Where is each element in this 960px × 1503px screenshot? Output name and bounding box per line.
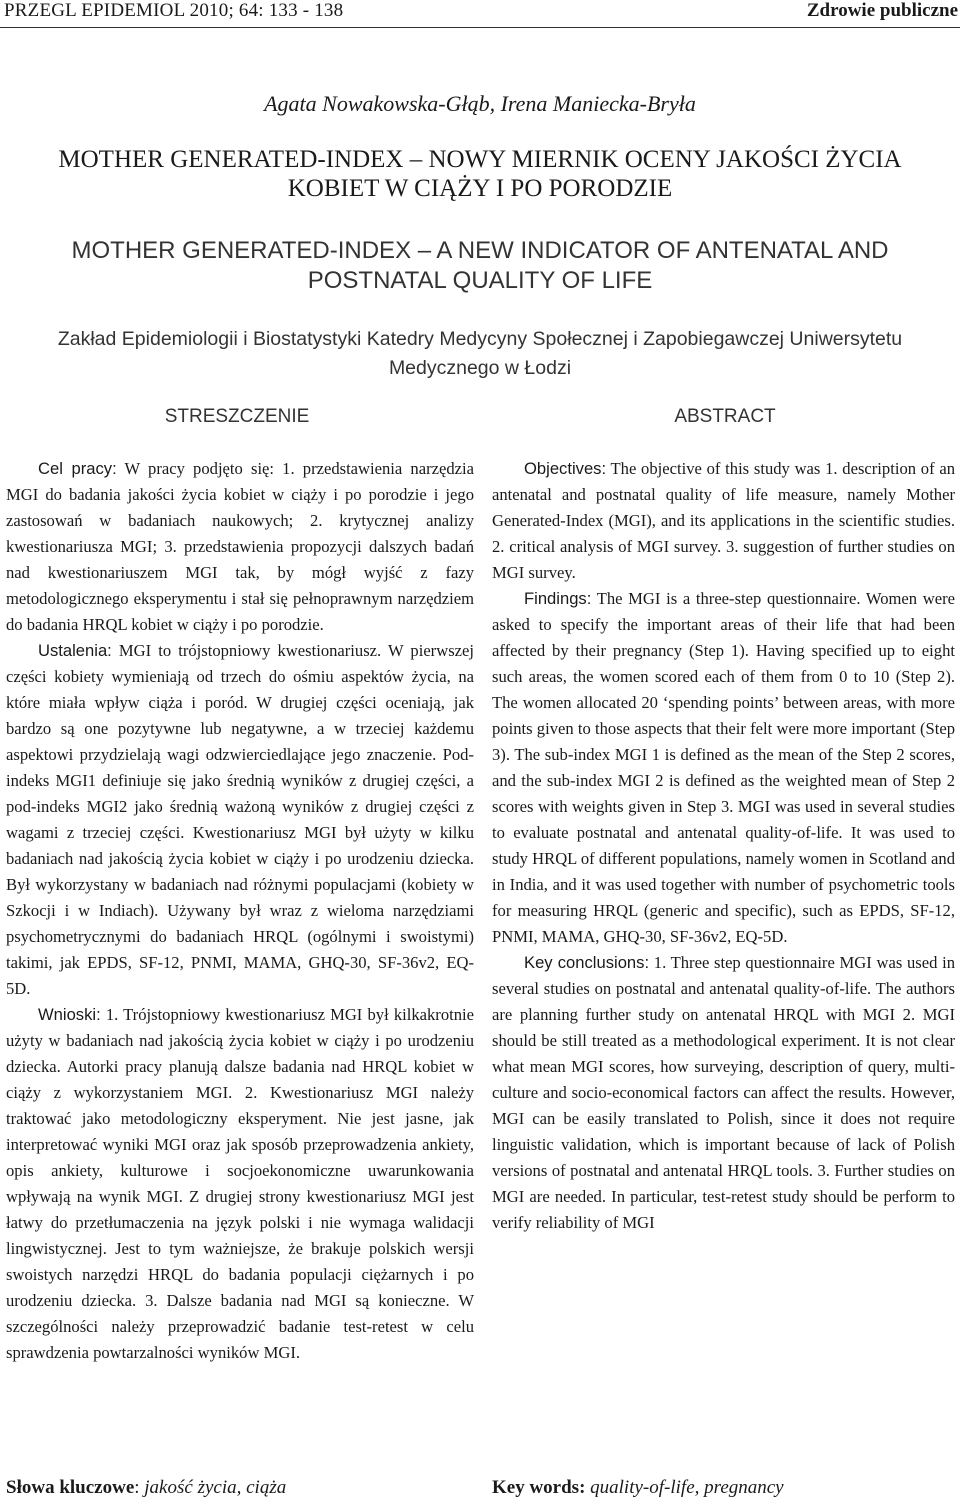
header-rule: [0, 27, 960, 28]
journal-citation: PRZEGL EPIDEMIOL 2010; 64: 133 - 138: [4, 0, 344, 21]
keywords-values: quality-of-life, pregnancy: [590, 1477, 784, 1498]
abstract-paragraph-findings: [6, 638, 474, 1002]
title-polish: [0, 145, 960, 203]
abstract-polish: [6, 456, 474, 1366]
abstract-english: [492, 456, 955, 1236]
keywords-label: Słowa kluczowe: [6, 1477, 135, 1498]
paragraph-text: The MGI is a three-step questionnaire. Women were asked to specify the important areas of their life that had been affected by their pregnancy (Step 1). Having specified up to eight such areas, the women scored each of them from 0 to 10 (Step 2). The women allocated 20 ‘spending points’ between areas, with more points given to those aspects that their felt were more important (Step 3). The sub-index MGI 1 is defined as the mean of the Step 2 scores, and the sub-index MGI 2 is defined as the weighted mean of Step 2 scores with weights given in Step 3. MGI was used in several studies to evaluate postnatal and antenatal quality-of-life. It was used to study HRQL of different populations, namely women in Scotland and in India, and it was used together with number of psychometric tools for measuring HRQL (generic and specific), such as EPDS, SF-12, PNMI, MAMA, GHQ-30, SF-36v2, EQ-5D.: [492, 589, 955, 946]
abstract-paragraph-conclusions: [6, 1002, 474, 1366]
paragraph-lead: Key conclusions:: [524, 953, 650, 972]
paragraph-lead: Cel pracy:: [38, 459, 117, 478]
title-english: [0, 236, 960, 296]
title-polish-line: MOTHER GENERATED-INDEX – NOWY MIERNIK OCENY JAKOŚCI ŻYCIA: [58, 146, 902, 173]
title-english-line: POSTNATAL QUALITY OF LIFE: [307, 267, 653, 294]
abstract-heading-english: ABSTRACT: [674, 406, 776, 427]
keywords-english: [492, 1477, 958, 1499]
paragraph-text: The objective of this study was 1. description of an antenatal and postnatal quality of life measure, namely Mother Generated-Index (MGI), and its applications in the scientific studies. 2. critical analysis of MGI survey. 3. suggestion of further studies on MGI survey.: [492, 459, 955, 582]
abstract-paragraph-objectives: [492, 456, 955, 586]
keywords-separator: :: [134, 1477, 145, 1498]
abstract-paragraph-findings: [492, 586, 955, 950]
abstract-heading-polish: STRESZCZENIE: [164, 406, 310, 427]
paragraph-lead: Ustalenia:: [38, 641, 112, 660]
abstract-paragraph-conclusions: [492, 950, 955, 1236]
keywords-polish: [6, 1477, 476, 1499]
abstract-paragraph-objectives: [6, 456, 474, 638]
paragraph-lead: Wnioski:: [38, 1005, 101, 1024]
running-header: [0, 0, 960, 24]
paragraph-text: MGI to trójstopniowy kwestionariusz. W pierwszej części kobiety wymieniają od trzech do ośmiu aspektów życia, na które miała wpływ ciąża i poród. W drugiej części oceniają, jak bardzo są one pozytywne lub negatywne, a w trzeciej każdemu aspektowi przydzielają wagi odzwierciedlające jego znaczenie. Pod-indeks MGI1 definiuje się jako średnią wyników z drugiej części, a pod-indeks MGI2 jako średnią ważoną wyników z drugiej części z wagami z trzeciej części. Kwestionariusz MGI był użyty w kilku badaniach nad jakością życia kobiet w ciąży i po urodzeniu dziecka. Był wykorzystany w badaniach nad różnymi populacjami (kobiety w Szkocji i w Indiach). Używany był wraz z wieloma narzędziami psychometrycznymi do badaniach HRQL (ogólnymi i swoistymi) takimi, jak EPDS, SF-12, PNMI, MAMA, GHQ-30, SF-36v2, EQ-5D.: [6, 641, 474, 998]
affiliation-line: Zakład Epidemiologii i Biostatystyki Katedry Medycyny Społecznej i Zapobiegawczej Uniwersytetu: [57, 328, 903, 350]
keywords-values: jakość życia, ciąża: [144, 1477, 287, 1498]
section-name: Zdrowie publiczne: [806, 0, 958, 21]
keywords-label: Key words:: [492, 1477, 586, 1498]
paragraph-lead: Objectives:: [524, 459, 607, 478]
affiliation-line: Medycznego w Łodzi: [388, 357, 572, 379]
paragraph-text: 1. Trójstopniowy kwestionariusz MGI był kilkakrotnie użyty w badaniach nad jakością życia kobiet w ciąży i po urodzeniu dziecka. Autorki pracy planują dalsze badania nad HRQL kobiet w ciąży z wykorzystaniem MGI. 2. Kwestionariusz MGI należy traktować jako metodologiczny eksperyment. Nie jest jasne, jak interpretować wyniki MGI oraz jak sposób przeprowadzenia ankiety, opis ankiety, kulturowe i socjoekonomiczne uwarunkowania wpływają na wynik MGI. Z drugiej strony kwestionariusz MGI jest łatwy do przetłumaczenia na język polski i nie wymaga walidacji lingwistycznej. Jest to tym ważniejsze, że brakuje polskich wersji swoistych narzędzi HRQL do badania populacji ciężarnych i po urodzeniu dziecka. 3. Dalsze badania nad MGI są konieczne. W szczególności należy przeprowadzić badanie test-retest w celu sprawdzenia powtarzalności wyników MGI.: [6, 1005, 474, 1362]
title-polish-line: KOBIET W CIĄŻY I PO PORODZIE: [287, 175, 673, 202]
paragraph-text: W pracy podjęto się: 1. przedstawienia narzędzia MGI do badania jakości życia kobiet w ciąży i po porodzie i jego zastosowań w badaniach naukowych; 2. krytycznej analizy kwestionariusza MGI; 3. przedstawienia propozycji dalszych badań nad kwestionariuszem MGI tak, by mógł wyjść z fazy metodologicznego eksperymentu i stał się pełnoprawnym narzędziem do badania HRQL kobiet w ciąży i po porodzie.: [6, 459, 474, 634]
title-english-line: MOTHER GENERATED-INDEX – A NEW INDICATOR OF ANTENATAL AND: [71, 237, 889, 264]
paragraph-text: 1. Three step questionnaire MGI was used in several studies on postnatal and antenatal quality-of-life. The authors are planning further study on antenatal HRQL with MGI 2. MGI should be still treated as a methodological experiment. It is not clear what mean MGI scores, how surveying, description of query, multi-culture and socio-economical factors can affect the results. However, MGI can be easily translated to Polish, since it does not require linguistic validation, which is important because of lack of Polish versions of postnatal and antenatal HRQL tools. 3. Further studies on MGI are needed. In particular, test-retest study should be perform to verify reliability of MGI: [492, 953, 955, 1232]
authors: Agata Nowakowska-Głąb, Irena Maniecka-Bryła: [264, 91, 696, 116]
paragraph-lead: Findings:: [524, 589, 592, 608]
affiliation: [0, 325, 960, 383]
